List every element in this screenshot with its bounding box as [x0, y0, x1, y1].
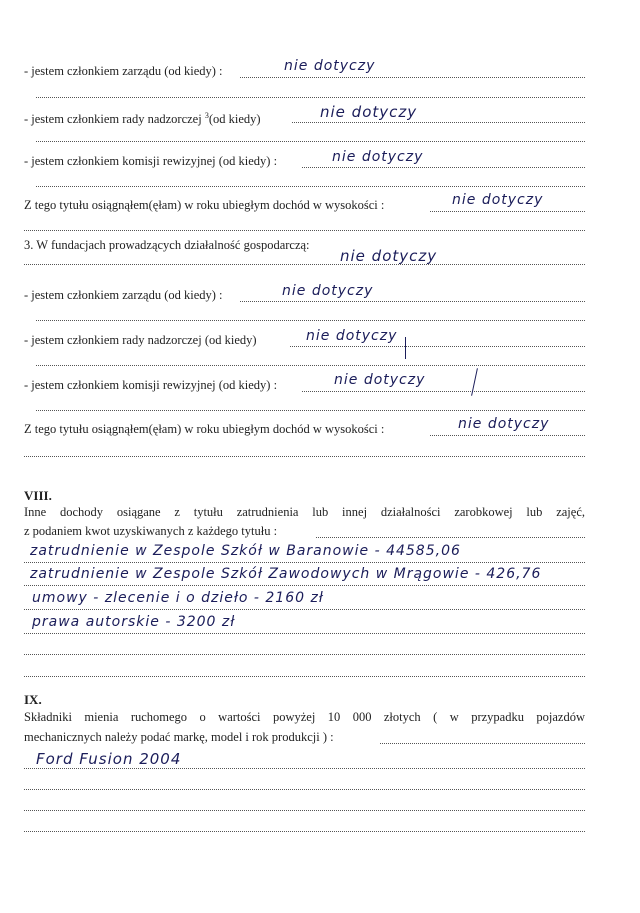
foundation-income-handwritten-value: nie dotyczy [458, 416, 550, 432]
foundation-supervisory-label: - jestem członkiem rady nadzorczej (od kiedy) [24, 333, 257, 347]
section-ix-dotted-line [380, 743, 585, 744]
continuation-dotted-line [36, 186, 585, 187]
foundation-income-label: Z tego tytułu osiągnąłem(ęłam) w roku ubiegłym dochód w wysokości : [24, 422, 385, 436]
income-entry-dotted-line [24, 609, 585, 610]
foundations-heading: 3. W fundacjach prowadzących działalność gospodarczą: [24, 238, 310, 252]
continuation-dotted-line [36, 410, 585, 411]
foundation-audit-dotted-line [302, 391, 585, 392]
supervisory-board-handwritten-value: nie dotyczy [320, 103, 418, 121]
audit-committee-dotted-line [302, 167, 585, 168]
blank-dotted-line [24, 789, 585, 790]
foundation-board-member-dotted-line [240, 301, 585, 302]
foundation-board-member-handwritten-value: nie dotyczy [282, 283, 374, 299]
income-entry-dotted-line [24, 562, 585, 563]
section-viii-text-line1: Inne dochody osiągane z tytułu zatrudnienia lub innej działalności zarobkowej lub zajęć, [24, 505, 585, 519]
supervisory-board-dotted-line [292, 122, 585, 123]
supervisory-board-label-suffix: (od kiedy) [208, 112, 261, 127]
continuation-dotted-line [24, 230, 585, 231]
foundation-audit-handwritten-value: nie dotyczy [334, 372, 426, 388]
section-viii-text-line2: z podaniem kwot uzyskiwanych z każdego tytułu : [24, 524, 278, 538]
section-ix-number: IX. [24, 692, 42, 707]
continuation-dotted-line [24, 456, 585, 457]
section-viii-number: VIII. [24, 488, 52, 503]
blank-dotted-line [24, 810, 585, 811]
income-entry-1: zatrudnienie w Zespole Szkół w Baranowie - 44585,06 [30, 543, 461, 559]
board-member-handwritten-value: nie dotyczy [284, 58, 376, 74]
supervisory-board-label-text: - jestem członkiem rady nadzorczej [24, 112, 202, 127]
blank-dotted-line [24, 654, 585, 655]
income-entry-dotted-line [24, 585, 585, 586]
continuation-dotted-line [36, 320, 585, 321]
blank-dotted-line [24, 676, 585, 677]
income-label: Z tego tytułu osiągnąłem(ęłam) w roku ubiegłym dochód w wysokości : [24, 198, 385, 212]
movable-asset-entry-1: Ford Fusion 2004 [36, 750, 182, 768]
foundation-board-member-label: - jestem członkiem zarządu (od kiedy) : [24, 288, 223, 302]
continuation-dotted-line [36, 97, 585, 98]
foundation-income-dotted-line [430, 435, 585, 436]
section-ix-text-line2: mechanicznych należy podać markę, model i rok produkcji ) : [24, 730, 334, 744]
footnote-marker: 3 [204, 111, 209, 120]
board-member-dotted-line [240, 77, 585, 78]
blank-dotted-line [24, 831, 585, 832]
income-entry-4: prawa autorskie - 3200 zł [32, 614, 236, 630]
foundation-supervisory-handwritten-value: nie dotyczy [306, 328, 398, 344]
section-ix-text-line1: Składniki mienia ruchomego o wartości powyżej 10 000 złotych ( w przypadku pojazdów [24, 710, 585, 724]
foundations-handwritten-value: nie dotyczy [340, 247, 438, 265]
income-entry-2: zatrudnienie w Zespole Szkół Zawodowych w Mrągowie - 426,76 [30, 566, 542, 582]
asset-entry-dotted-line [24, 768, 585, 769]
section-viii-dotted-line [316, 537, 585, 538]
foundation-supervisory-dotted-line [290, 346, 585, 347]
board-member-label: - jestem członkiem zarządu (od kiedy) : [24, 64, 223, 78]
audit-committee-handwritten-value: nie dotyczy [332, 149, 424, 165]
income-entry-3: umowy - zlecenie i o dzieło - 2160 zł [32, 590, 324, 606]
income-handwritten-value: nie dotyczy [452, 192, 544, 208]
foundations-dotted-line [24, 264, 585, 265]
income-entry-dotted-line [24, 633, 585, 634]
continuation-dotted-line [36, 141, 585, 142]
supervisory-board-label [24, 109, 261, 126]
foundation-audit-label: - jestem członkiem komisji rewizyjnej (od kiedy) : [24, 378, 278, 392]
audit-committee-label: - jestem członkiem komisji rewizyjnej (od kiedy) : [24, 154, 278, 168]
continuation-dotted-line [36, 365, 585, 366]
pen-stroke [405, 337, 406, 359]
income-dotted-line [430, 211, 585, 212]
